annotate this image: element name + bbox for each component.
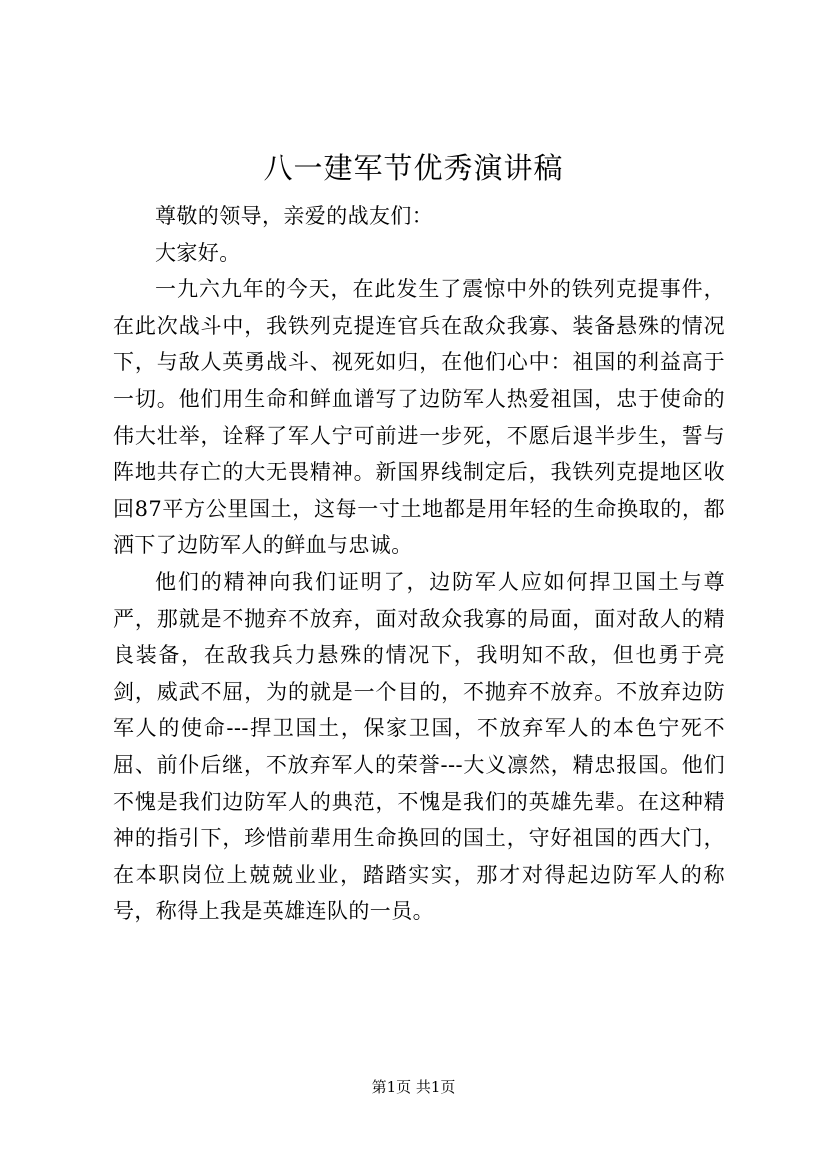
document-title: 八一建军节优秀演讲稿 xyxy=(263,151,564,185)
page-footer: 第1页 共1页 xyxy=(371,1078,456,1096)
document-body xyxy=(113,198,725,930)
body-paragraph: 他们的精神向我们证明了，边防军人应如何捍卫国土与尊严，那就是不抛弃不放弃，面对敌众我寡的局面，面对敌人的精良装备，在敌我兵力悬殊的情况下，我明知不敌，但也勇于亮剑，威武不屈，为的就是一个目的，不抛弃不放弃。不放弃边防军人的使命---捍卫国土，保家卫国，不放弃军人的本色宁死不屈、前仆后继，不放弃军人的荣誉---大义凛然，精忠报国。他们不愧是我们边防军人的典范，不愧是我们的英雄先辈。在这种精神的指引下，珍惜前辈用生命换回的国土，守好祖国的西大门，在本职岗位上兢兢业业，踏踏实实，那才对得起边防军人的称号，称得上我是英雄连队的一员。 xyxy=(113,569,725,924)
body-paragraph: 一九六九年的今天，在此发生了震惊中外的铁列克提事件，在此次战斗中，我铁列克提连官兵在敌众我寡、装备悬殊的情况下，与敌人英勇战斗、视死如归，在他们心中：祖国的利益高于一切。他们用生命和鲜血谱写了边防军人热爱祖国，忠于使命的伟大壮举，诠释了军人宁可前进一步死，不愿后退半步生，誓与阵地共存亡的大无畏精神。新国界线制定后，我铁列克提地区收回87平方公里国土，这每一寸土地都是用年轻的生命换取的，都洒下了边防军人的鲜血与忠诚。 xyxy=(113,277,725,558)
greeting-paragraph: 大家好。 xyxy=(155,240,241,265)
salutation-paragraph: 尊敬的领导，亲爱的战友们： xyxy=(155,204,434,228)
